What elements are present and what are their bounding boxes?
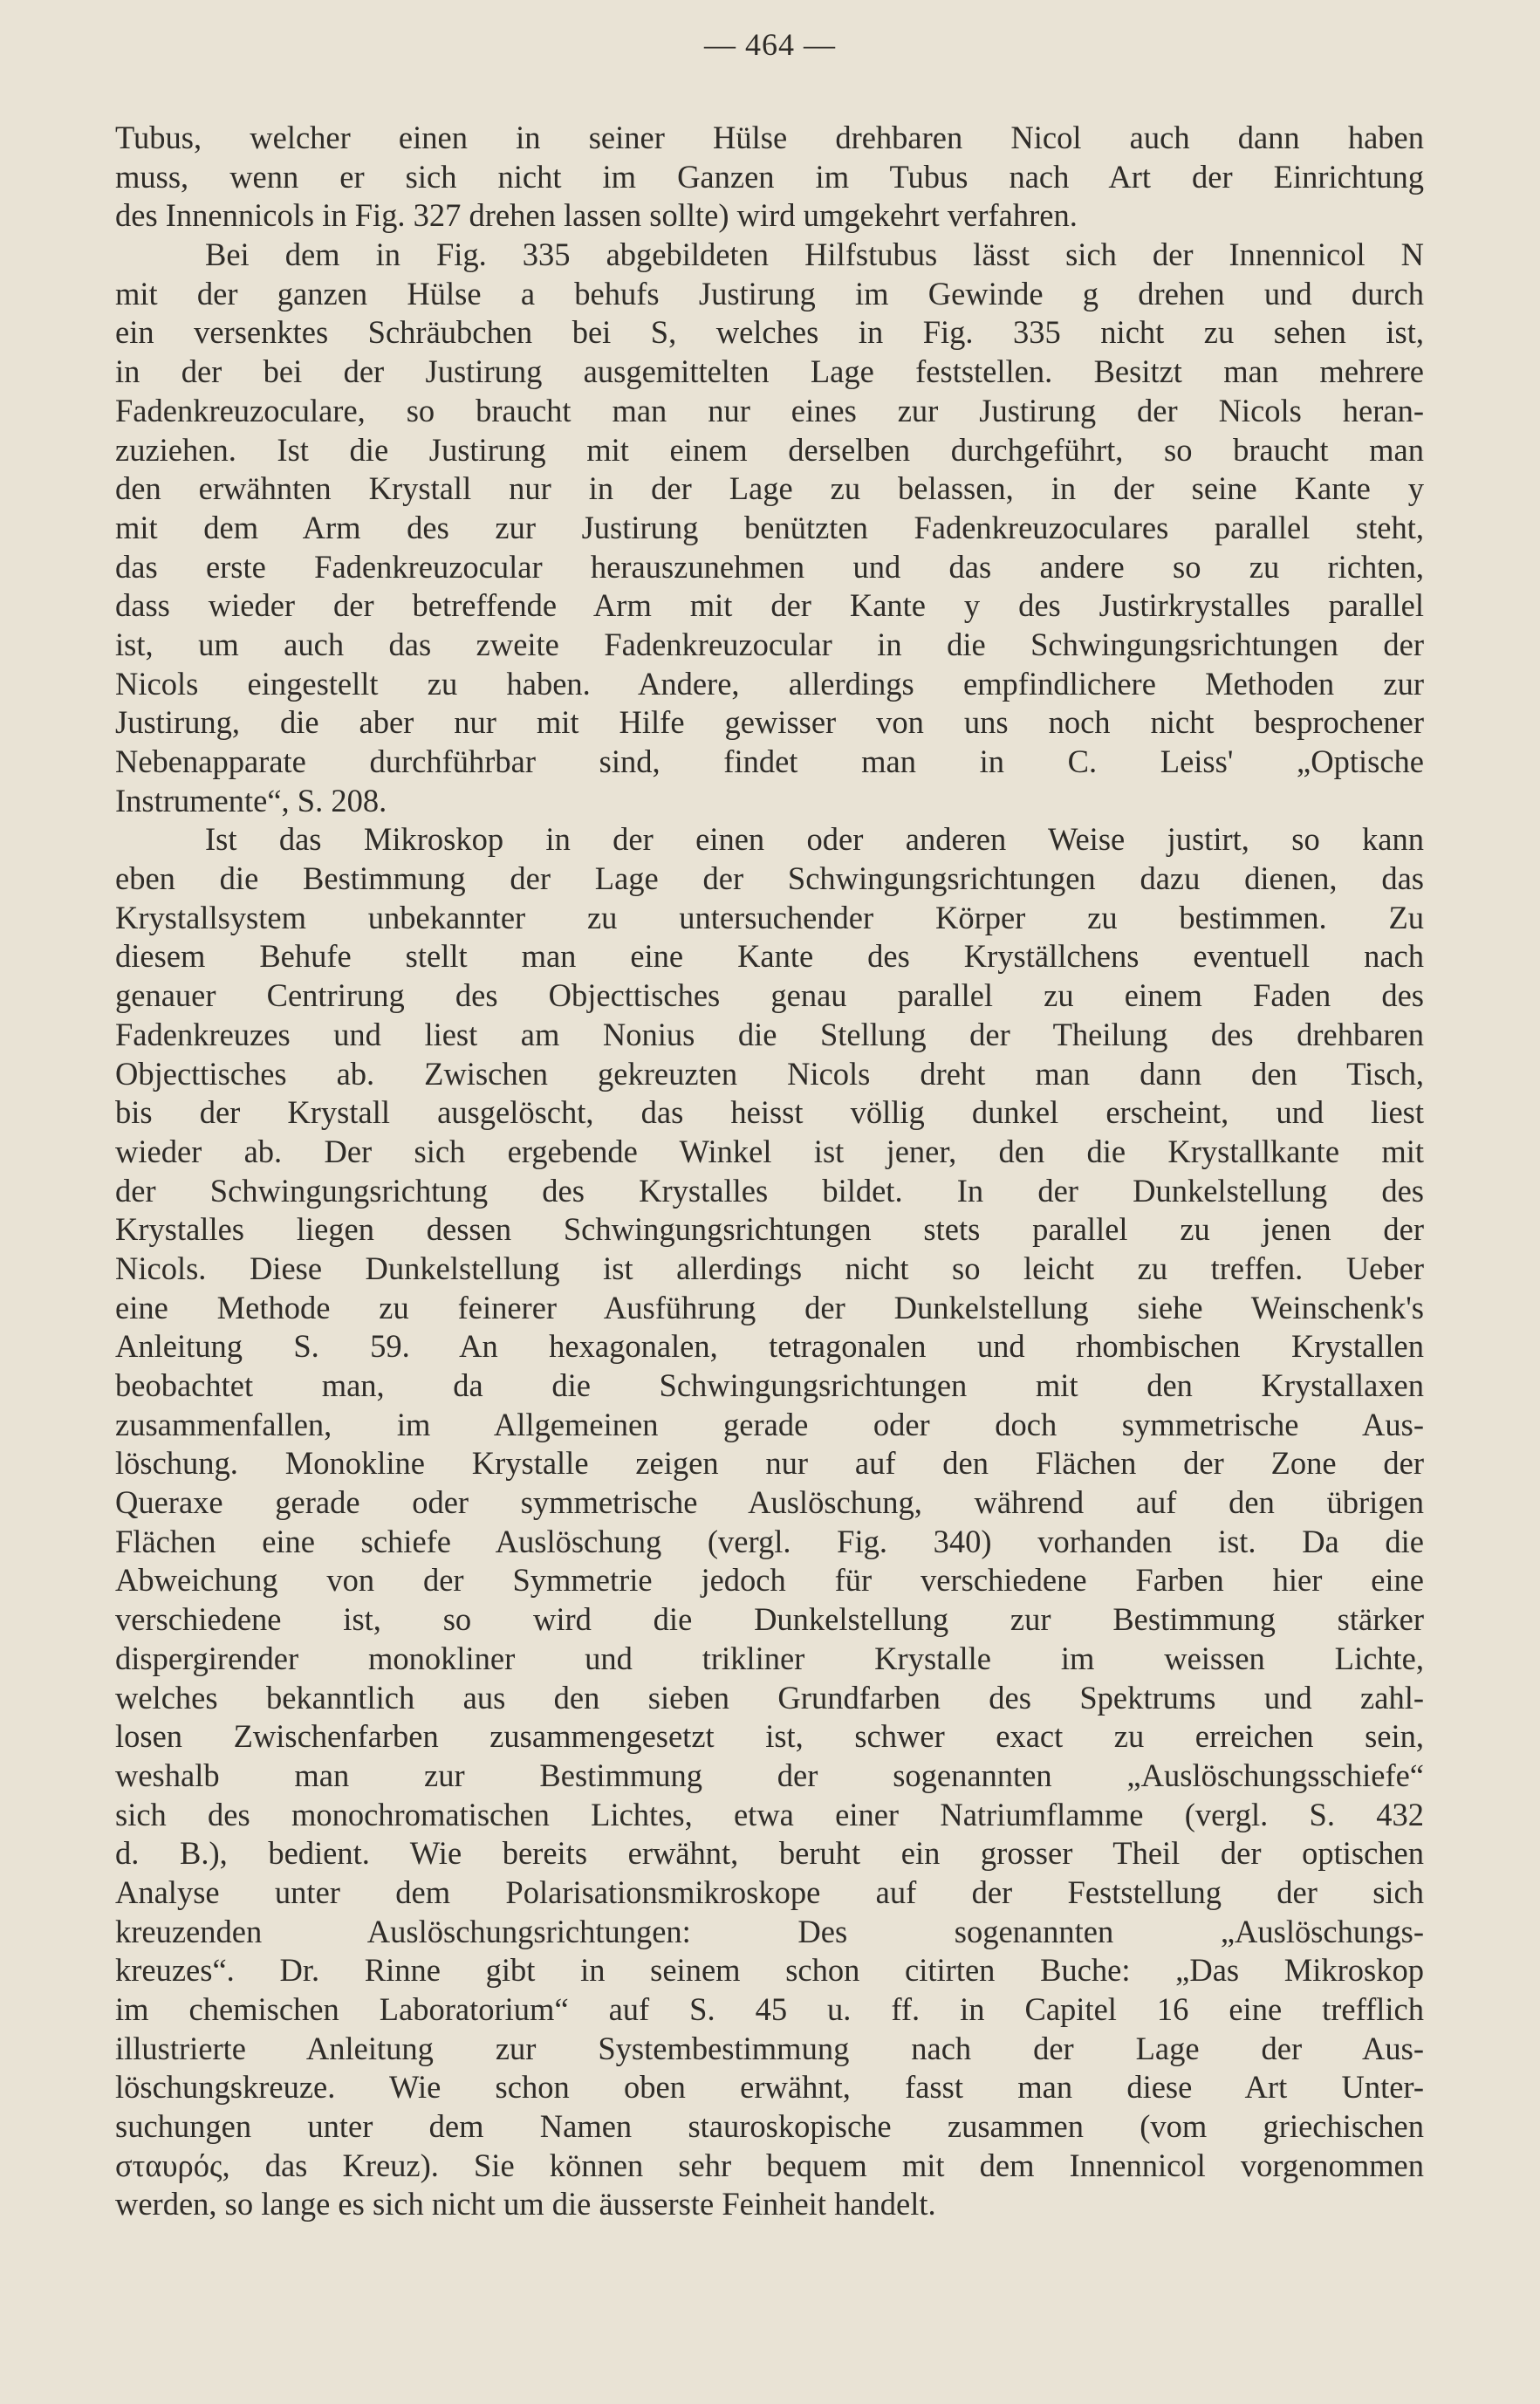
text-line: eben die Bestimmung der Lage der Schwingungsrichtungen dazu dienen, das: [115, 860, 1424, 897]
text-line: Analyse unter dem Polarisationsmikroskope auf der Feststellung der sich: [115, 1873, 1424, 1910]
text-line: dispergirender monokliner und trikliner Krystalle im weissen Lichte,: [115, 1640, 1424, 1676]
text-line: wieder ab. Der sich ergebende Winkel ist jener, den die Krystallkante mit: [115, 1133, 1424, 1169]
text-line: im chemischen Laboratorium“ auf S. 45 u. ff. in Capitel 16 eine trefflich: [115, 1991, 1424, 2027]
text-line: illustrierte Anleitung zur Systembestimmung nach der Lage der Aus-: [115, 2030, 1424, 2066]
text-line: Nicols. Diese Dunkelstellung ist allerdings nicht so leicht zu treffen. Ueber: [115, 1250, 1424, 1286]
text-line: diesem Behufe stellt man eine Kante des Kryställchens eventuell nach: [115, 938, 1424, 975]
text-line: verschiedene ist, so wird die Dunkelstellung zur Bestimmung stärker: [115, 1601, 1424, 1638]
text-line: Queraxe gerade oder symmetrische Auslöschung, während auf den übrigen: [115, 1484, 1424, 1521]
text-line: zuziehen. Ist die Justirung mit einem derselben durchgeführt, so braucht man: [115, 431, 1424, 468]
text-line: in der bei der Justirung ausgemittelten Lage feststellen. Besitzt man mehrere: [115, 353, 1424, 390]
paragraph-p1: [115, 119, 1424, 236]
text-line: den erwähnten Krystall nur in der Lage zu belassen, in der seine Kante y: [115, 470, 1424, 507]
text-line: Bei dem in Fig. 335 abgebildeten Hilfstubus lässt sich der Innennicol N: [205, 236, 1424, 273]
text-line: mit dem Arm des zur Justirung benützten Fadenkreuzoculares parallel steht,: [115, 509, 1424, 545]
text-line: des Innennicols in Fig. 327 drehen lassen sollte) wird umgekehrt verfahren.: [115, 197, 1078, 234]
text-line: genauer Centrirung des Objecttisches genau parallel zu einem Faden des: [115, 977, 1424, 1014]
text-line: werden, so lange es sich nicht um die äusserste Feinheit handelt.: [115, 2186, 936, 2223]
text-line: Tubus, welcher einen in seiner Hülse drehbaren Nicol auch dann haben: [115, 120, 1424, 155]
text-line: d. B.), bedient. Wie bereits erwähnt, beruht ein grosser Theil der optischen: [115, 1835, 1424, 1872]
text-body: [115, 119, 1424, 2224]
text-line: bis der Krystall ausgelöscht, das heisst völlig dunkel erscheint, und liest: [115, 1094, 1424, 1131]
text-line: kreuzenden Auslöschungsrichtungen: Des sogenannten „Auslöschungs-: [115, 1913, 1424, 1949]
text-line: löschungskreuze. Wie schon oben erwähnt, fasst man diese Art Unter-: [115, 2069, 1424, 2106]
text-line: σταυρός, das Kreuz). Sie können sehr bequem mit dem Innennicol vorgenommen: [115, 2147, 1424, 2183]
text-line: losen Zwischenfarben zusammengesetzt ist, schwer exact zu erreichen sein,: [115, 1718, 1424, 1755]
paragraph-p2: [115, 236, 1424, 820]
text-line: muss, wenn er sich nicht im Ganzen im Tubus nach Art der Einrichtung: [115, 158, 1424, 195]
text-line: Flächen eine schiefe Auslöschung (vergl. Fig. 340) vorhanden ist. Da die: [115, 1523, 1424, 1559]
text-line: Nebenapparate durchführbar sind, findet man in C. Leiss' „Optische: [115, 743, 1424, 779]
text-line: Nicols eingestellt zu haben. Andere, allerdings empfindlichere Methoden zur: [115, 665, 1424, 702]
text-line: dass wieder der betreffende Arm mit der Kante y des Justirkrystalles parallel: [115, 587, 1424, 624]
text-line: welches bekanntlich aus den sieben Grundfarben des Spektrums und zahl-: [115, 1679, 1424, 1716]
text-line: Fadenkreuzoculare, so braucht man nur eines zur Justirung der Nicols heran-: [115, 392, 1424, 428]
text-line: Anleitung S. 59. An hexagonalen, tetragonalen und rhombischen Krystallen: [115, 1328, 1424, 1365]
text-line: Abweichung von der Symmetrie jedoch für verschiedene Farben hier eine: [115, 1562, 1424, 1599]
text-line: weshalb man zur Bestimmung der sogenannten „Auslöschungsschiefe“: [115, 1757, 1424, 1793]
page-number-header: — 464 —: [704, 27, 836, 62]
text-line: Ist das Mikroskop in der einen oder anderen Weise justirt, so kann: [205, 821, 1424, 858]
text-line: Krystallsystem unbekannter zu untersuchender Körper zu bestimmen. Zu: [115, 899, 1424, 935]
text-line: Instrumente“, S. 208.: [115, 782, 387, 818]
text-line: löschung. Monokline Krystalle zeigen nur auf den Flächen der Zone der: [115, 1445, 1424, 1482]
text-line: eine Methode zu feinerer Ausführung der Dunkelstellung siehe Weinschenk's: [115, 1289, 1424, 1325]
text-line: Krystalles liegen dessen Schwingungsrichtungen stets parallel zu jenen der: [115, 1211, 1424, 1248]
text-line: kreuzes“. Dr. Rinne gibt in seinem schon citirten Buche: „Das Mikroskop: [115, 1952, 1424, 1989]
text-line: zusammenfallen, im Allgemeinen gerade oder doch symmetrische Aus-: [115, 1406, 1424, 1442]
paragraph-p3: [115, 820, 1424, 2224]
text-line: mit der ganzen Hülse a behufs Justirung im Gewinde g drehen und durch: [115, 275, 1424, 312]
text-line: sich des monochromatischen Lichtes, etwa einer Natriumflamme (vergl. S. 432: [115, 1796, 1424, 1832]
text-line: ein versenktes Schräubchen bei S, welches in Fig. 335 nicht zu sehen ist,: [115, 314, 1424, 351]
text-line: ist, um auch das zweite Fadenkreuzocular in die Schwingungsrichtungen der: [115, 626, 1424, 662]
text-line: der Schwingungsrichtung des Krystalles bildet. In der Dunkelstellung des: [115, 1172, 1424, 1209]
text-line: beobachtet man, da die Schwingungsrichtungen mit den Krystallaxen: [115, 1367, 1424, 1403]
text-line: Objecttisches ab. Zwischen gekreuzten Nicols dreht man dann den Tisch,: [115, 1055, 1424, 1092]
text-line: suchungen unter dem Namen stauroskopische zusammen (vom griechischen: [115, 2108, 1424, 2145]
text-line: Justirung, die aber nur mit Hilfe gewisser von uns noch nicht besprochener: [115, 704, 1424, 741]
text-line: das erste Fadenkreuzocular herauszunehmen und das andere so zu richten,: [115, 548, 1424, 585]
text-line: Fadenkreuzes und liest am Nonius die Stellung der Theilung des drehbaren: [115, 1016, 1424, 1052]
